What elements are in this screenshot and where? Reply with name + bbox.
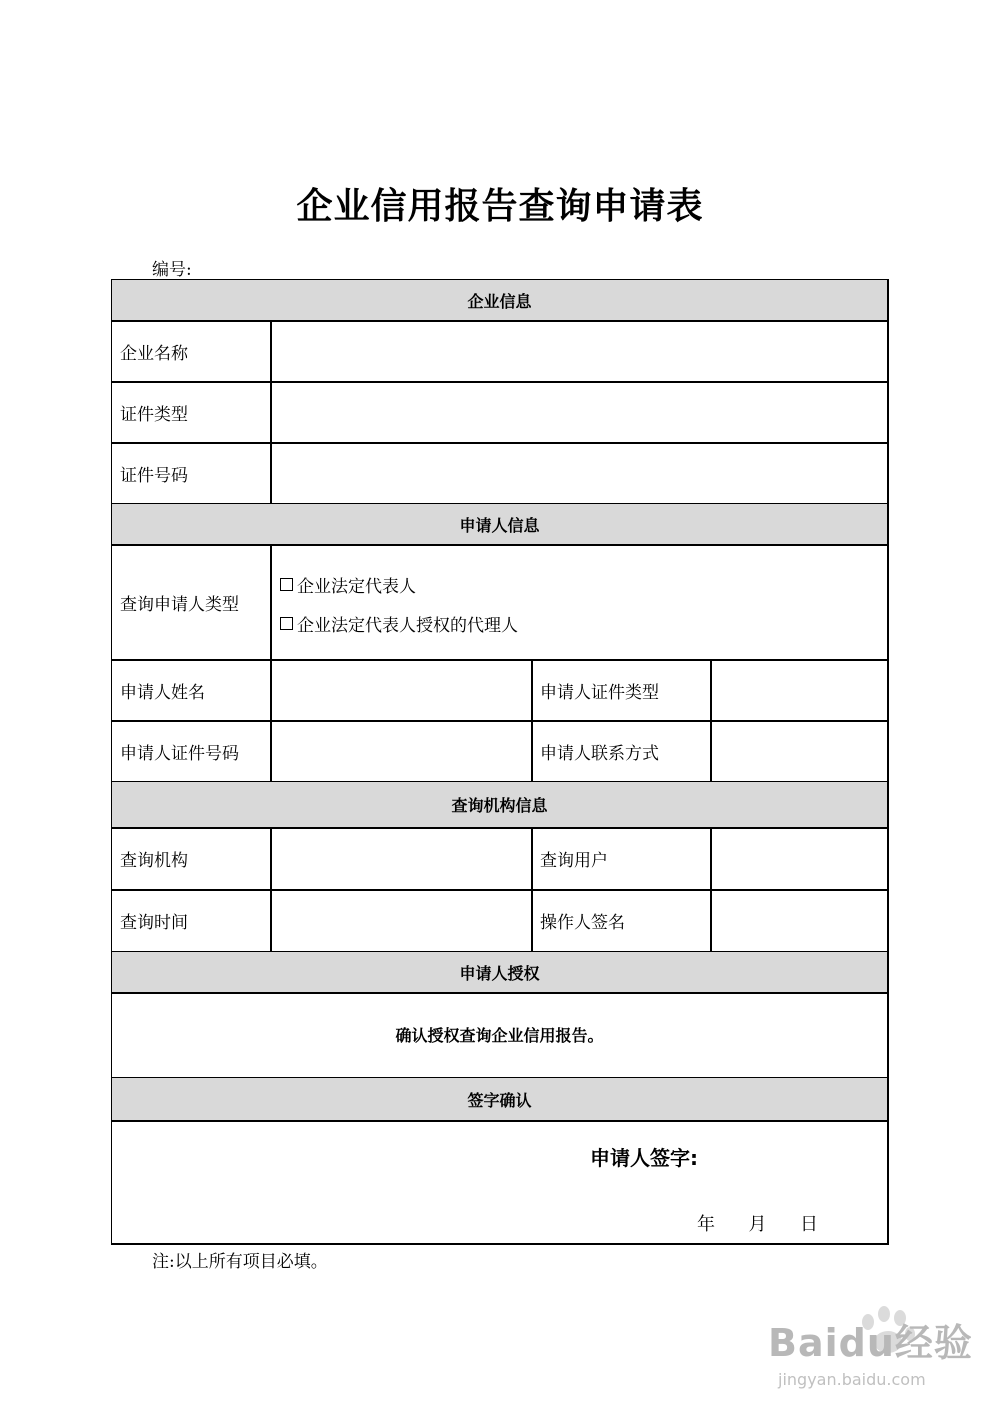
serial-number-label: 编号: [152, 260, 192, 280]
footnote: 注:以上所有项目必填。 [152, 1252, 328, 1272]
applicant-signature-label: 申请人签字: [590, 1146, 698, 1170]
application-form [111, 279, 889, 1245]
query-org-label: 查询机构 [120, 851, 188, 871]
applicant-contact-field[interactable] [711, 721, 887, 781]
applicant-id-type-field[interactable] [711, 660, 887, 720]
query-time-field[interactable] [271, 890, 531, 951]
company-name-field[interactable] [271, 321, 887, 381]
day-label: 日 [799, 1214, 818, 1235]
month-label: 月 [748, 1214, 767, 1235]
applicant-id-number-label: 申请人证件号码 [120, 743, 239, 764]
section-header-signature: 签字确认 [112, 1078, 887, 1120]
query-user-field[interactable] [711, 828, 887, 889]
section-header-company: 企业信息 [112, 280, 887, 320]
option-label: 企业法定代表人授权的代理人 [297, 616, 518, 636]
authorization-statement: 确认授权查询企业信用报告。 [395, 1026, 604, 1045]
applicant-type-option-agent[interactable] [280, 611, 518, 636]
company-id-type-label: 证件类型 [120, 404, 188, 425]
applicant-contact-label: 申请人联系方式 [540, 743, 659, 764]
query-user-label: 查询用户 [540, 851, 608, 871]
applicant-name-label: 申请人姓名 [120, 682, 205, 703]
watermark-logo-text: Baidu经验 [768, 1321, 973, 1365]
watermark-url: jingyan.baidu.com [778, 1370, 926, 1389]
section-header-institution: 查询机构信息 [112, 782, 887, 827]
applicant-id-number-field[interactable] [271, 721, 531, 781]
applicant-type-label: 查询申请人类型 [120, 594, 239, 615]
company-id-number-label: 证件号码 [120, 465, 188, 486]
form-title: 企业信用报告查询申请表 [296, 186, 704, 227]
section-header-applicant: 申请人信息 [112, 504, 887, 544]
checkbox-icon[interactable] [280, 578, 293, 591]
option-label: 企业法定代表人 [297, 577, 416, 597]
company-id-type-field[interactable] [271, 382, 887, 442]
signature-date [697, 1210, 818, 1236]
applicant-id-type-label: 申请人证件类型 [540, 682, 659, 703]
applicant-type-option-legal-rep[interactable] [280, 572, 416, 597]
operator-signature-label: 操作人签名 [540, 913, 625, 933]
company-name-label: 企业名称 [120, 343, 188, 364]
section-header-authorization: 申请人授权 [112, 952, 887, 992]
company-id-number-field[interactable] [271, 443, 887, 503]
applicant-signature-field[interactable] [712, 1135, 882, 1175]
query-org-field[interactable] [271, 828, 531, 889]
operator-signature-field[interactable] [711, 890, 887, 951]
year-label: 年 [697, 1214, 715, 1235]
checkbox-icon[interactable] [280, 617, 293, 630]
applicant-name-field[interactable] [271, 660, 531, 720]
query-time-label: 查询时间 [120, 913, 188, 933]
